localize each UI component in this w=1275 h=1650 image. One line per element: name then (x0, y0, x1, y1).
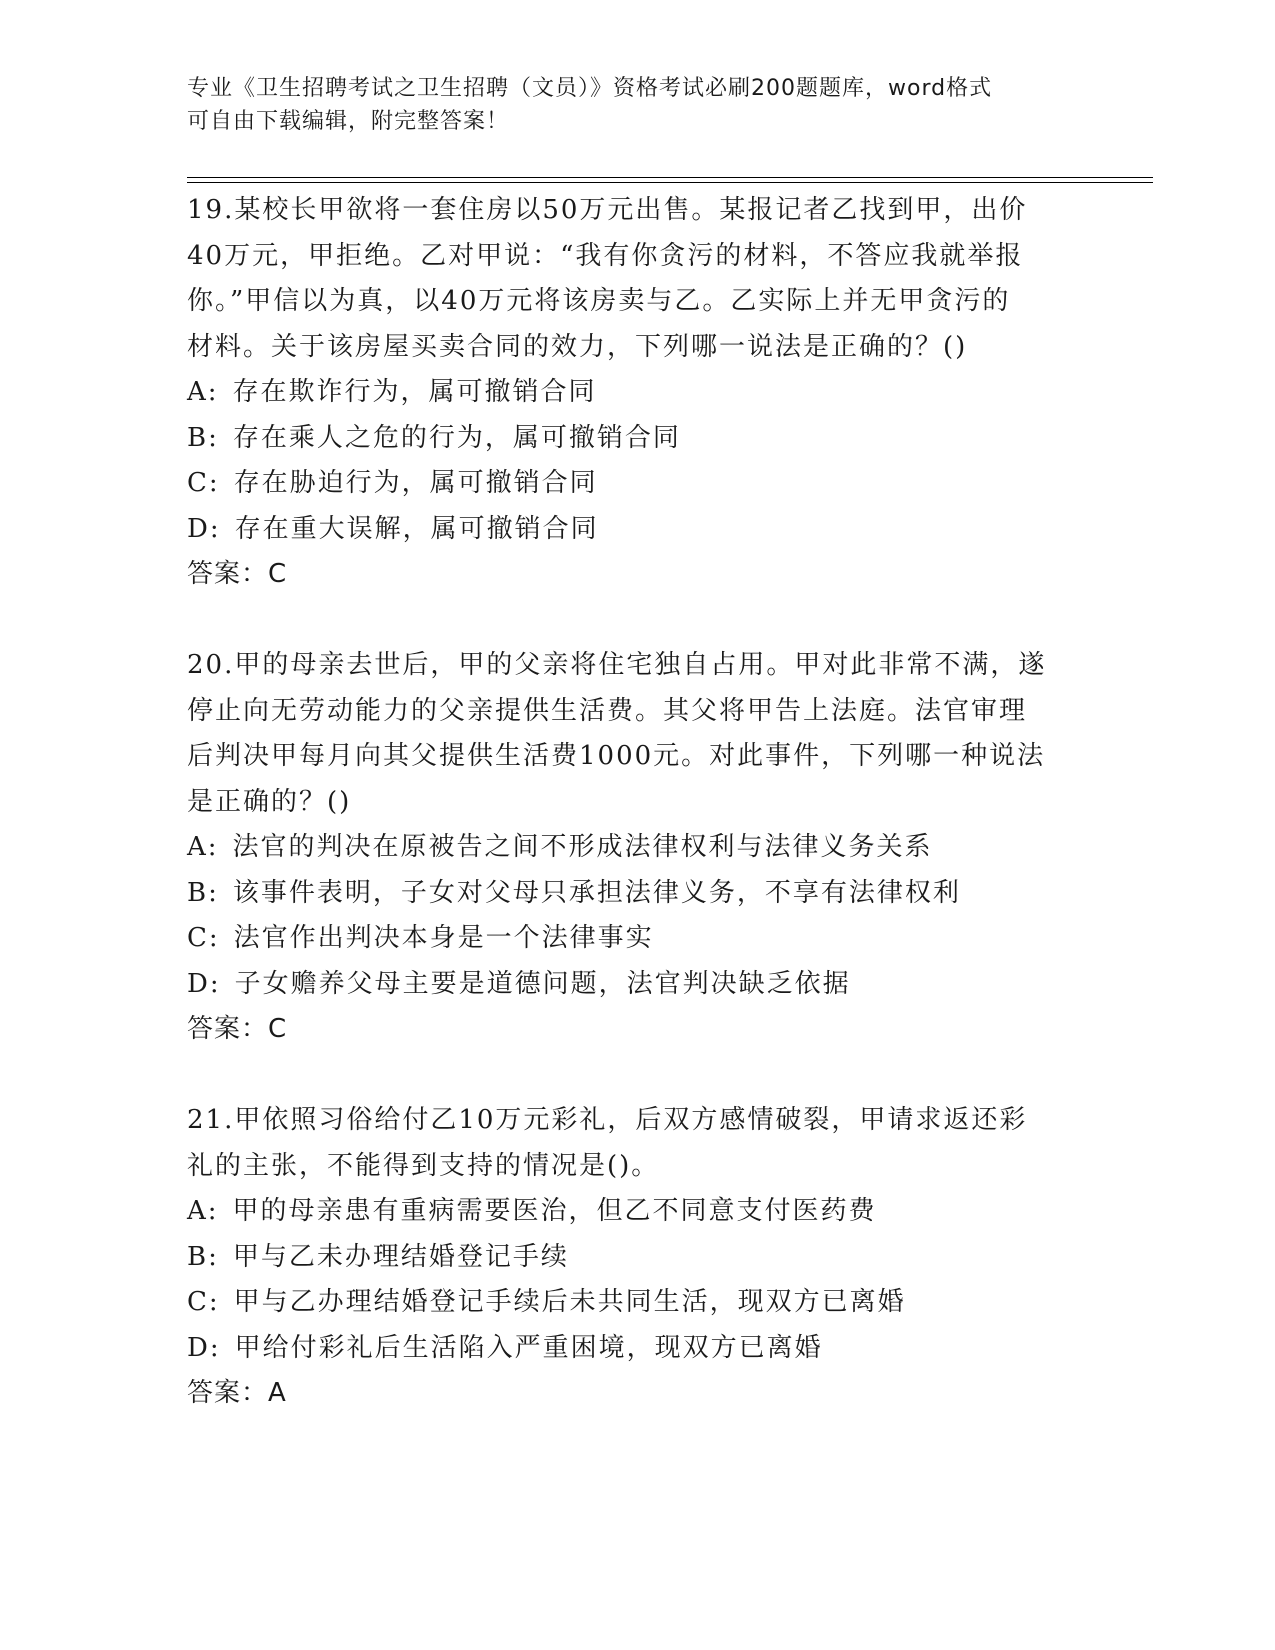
header-divider (187, 177, 1153, 178)
header-line: 可自由下载编辑，附完整答案！ (187, 109, 510, 134)
question-block (187, 643, 1087, 1053)
question-text-line: 20.甲的母亲去世后，甲的父亲将住宅独自占用。甲对此非常不满，遂 (187, 650, 1047, 680)
question-text-line: 21.甲依照习俗给付乙10万元彩礼，后双方感情破裂，甲请求返还彩 (187, 1105, 1028, 1135)
option-text: 存在欺诈行为，属可撤销合同 (232, 377, 597, 407)
answer-option (187, 962, 1087, 1008)
question-text-line: 19.某校长甲欲将一套住房以50万元出售。某报记者乙找到甲，出价 (187, 195, 1028, 225)
answer-option (187, 1326, 1087, 1372)
option-text: 子女赡养父母主要是道德问题，法官判决缺乏依据 (234, 968, 851, 999)
answer-option (187, 825, 1087, 871)
option-letter: D: (187, 513, 221, 544)
option-text: 法官作出判决本身是一个法律事实 (233, 923, 654, 953)
question-text-line: 你。”甲信以为真，以40万元将该房卖与乙。乙实际上并无甲贪污的 (187, 286, 1011, 316)
header-divider (187, 182, 1153, 183)
option-text: 法官的判决在原被告之间不形成法律权利与法律义务关系 (232, 832, 933, 862)
document-header (187, 72, 1087, 138)
option-text: 甲与乙未办理结婚登记手续 (232, 1241, 569, 1272)
option-letter: B: (187, 1241, 219, 1272)
option-letter: C: (187, 1287, 220, 1317)
option-letter: B: (187, 877, 219, 908)
question-text-line: 40万元，甲拒绝。乙对甲说：“我有你贪污的材料，不答应我就举报 (187, 240, 1024, 271)
option-letter: D: (187, 968, 221, 999)
answer-option (187, 1189, 1087, 1235)
option-letter: D: (187, 1332, 221, 1363)
question-text-line: 材料。关于该房屋买卖合同的效力，下列哪一说法是正确的？() (187, 331, 968, 362)
answer-key: 答案：C (187, 1014, 288, 1044)
option-text: 存在乘人之危的行为，属可撤销合同 (232, 422, 681, 453)
question-text-line: 后判决甲每月向其父提供生活费1000元。对此事件，下列哪一种说法 (187, 741, 1046, 771)
answer-key: 答案：C (187, 559, 288, 589)
option-text: 甲的母亲患有重病需要医治，但乙不同意支付医药费 (232, 1196, 877, 1226)
option-text: 该事件表明，子女对父母只承担法律义务，不享有法律权利 (232, 877, 961, 908)
option-letter: A: (187, 377, 219, 407)
answer-option (187, 1235, 1087, 1281)
answer-option (187, 871, 1087, 917)
question-text-line: 停止向无劳动能力的父亲提供生活费。其父将甲告上法庭。法官审理 (187, 695, 1028, 726)
question-block (187, 1098, 1087, 1417)
option-text: 存在重大误解，属可撤销合同 (234, 513, 599, 544)
option-letter: C: (187, 468, 220, 498)
question-text-line: 是正确的？() (187, 786, 352, 817)
answer-option (187, 1280, 1087, 1326)
answer-option (187, 461, 1087, 507)
option-text: 存在胁迫行为，属可撤销合同 (233, 468, 598, 498)
header-line: 专业《卫生招聘考试之卫生招聘（文员）》资格考试必刷200题题库，word格式 (187, 76, 993, 101)
option-text: 甲与乙办理结婚登记手续后未共同生活，现双方已离婚 (233, 1287, 906, 1317)
answer-option (187, 416, 1087, 462)
option-letter: C: (187, 923, 220, 953)
answer-option (187, 507, 1087, 553)
question-block (187, 188, 1087, 598)
option-text: 甲给付彩礼后生活陷入严重困境，现双方已离婚 (234, 1332, 823, 1363)
answer-option (187, 916, 1087, 962)
option-letter: A: (187, 1196, 219, 1226)
question-text-line: 礼的主张，不能得到支持的情况是()。 (187, 1150, 660, 1181)
option-letter: A: (187, 832, 219, 862)
option-letter: B: (187, 422, 219, 453)
answer-option (187, 370, 1087, 416)
answer-key: 答案：A (187, 1378, 287, 1408)
